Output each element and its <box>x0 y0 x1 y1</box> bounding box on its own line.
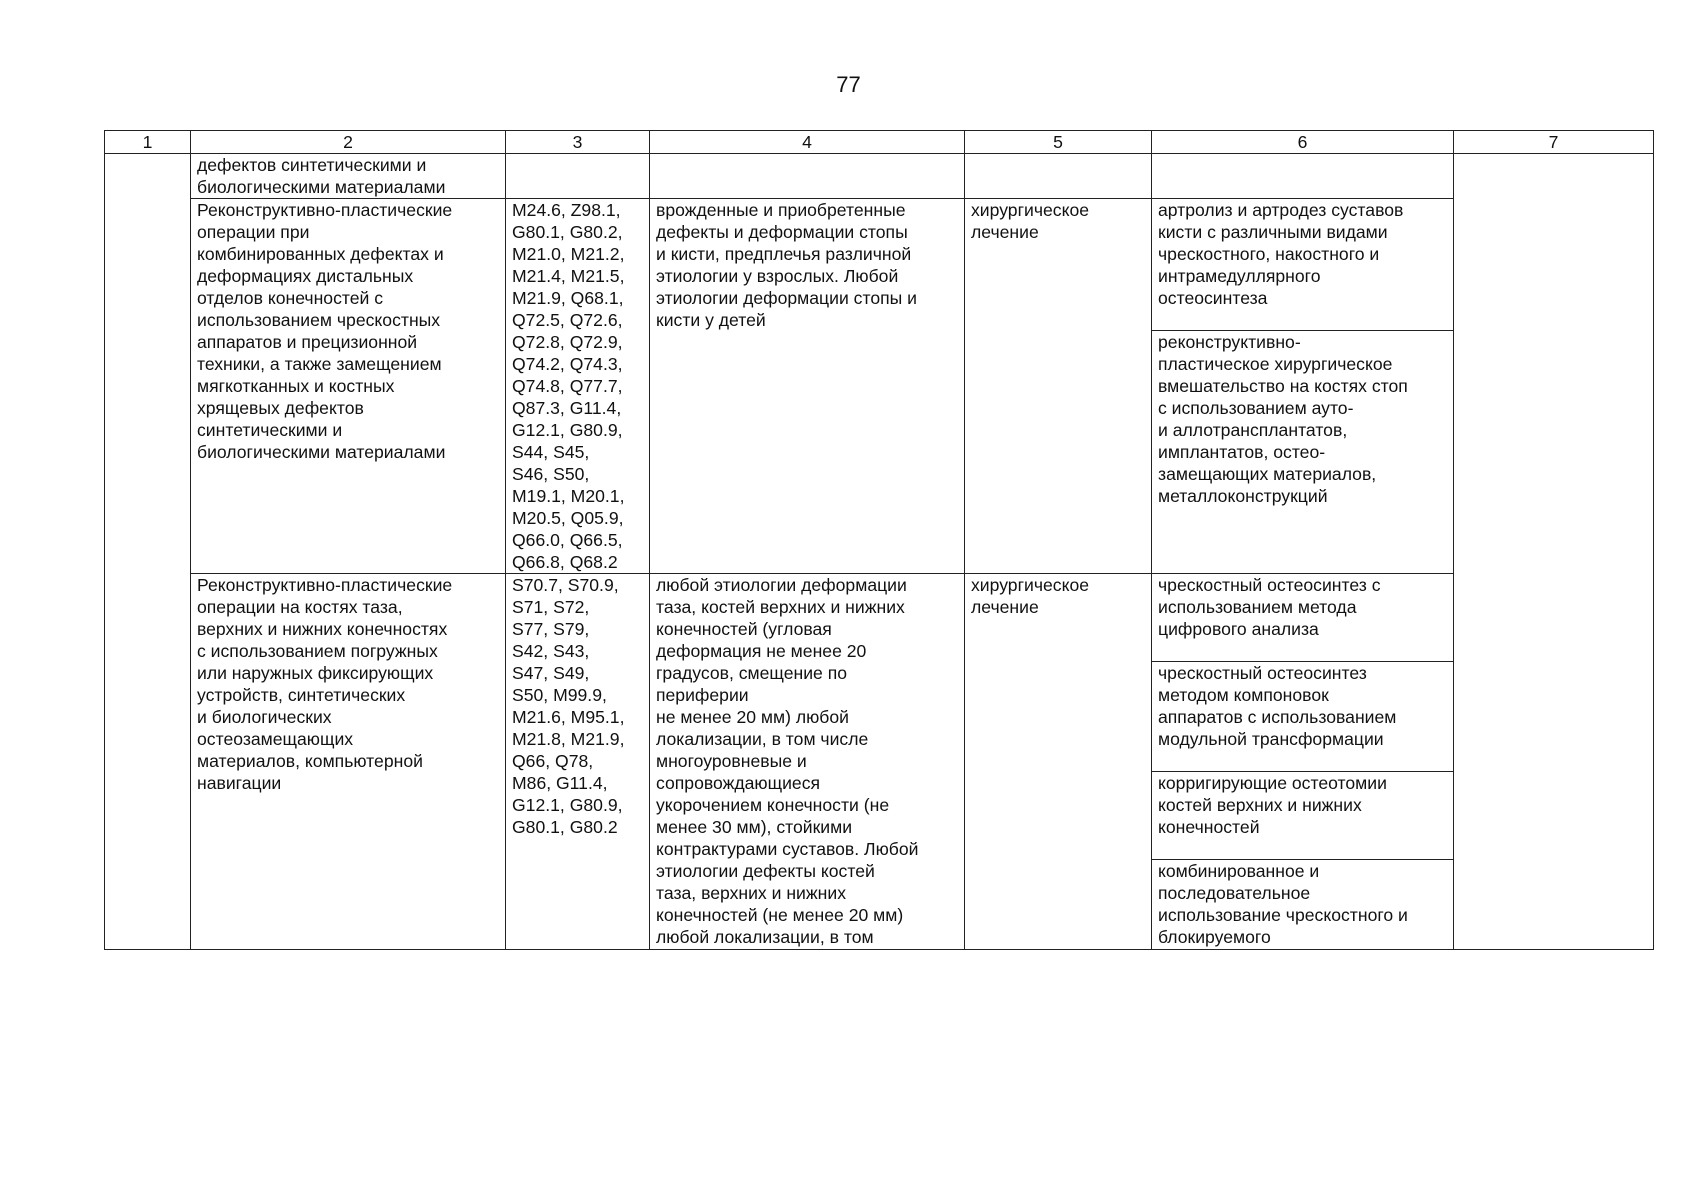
method-cell <box>1152 199 1454 331</box>
group-model-text: врожденные и приобретенные дефекты и деформации стопы и кисти, предплечья различной этиологии у взрослых. Любой этиологии деформации стопы и кисти у детей <box>656 200 918 330</box>
header-col-3: 3 <box>506 131 650 154</box>
group-name-text: Реконструктивно-пластические операции при комбинированных дефектах и деформациях дистальных отделов конечностей с использованием чрескостных аппаратов и прецизионной техники, а также замещением мягкотканных и костных хрящевых дефектов синтетическими и биологическими материалами <box>197 200 453 462</box>
method-text: артролиз и артродез суставов кисти с различными видами чрескостного, накостного и интрамедуллярного остеосинтеза <box>1158 200 1404 308</box>
header-col-5: 5 <box>965 131 1152 154</box>
method-text: чрескостный остеосинтез методом компоновок аппаратов с использованием модульной трансформации <box>1158 663 1397 749</box>
method-text: корригирующие остеотомии костей верхних и нижних конечностей <box>1158 773 1387 837</box>
group-name-cell <box>191 199 506 574</box>
continued-name-cell <box>191 154 506 199</box>
group-model-cell <box>650 199 965 574</box>
group-codes-text: S70.7, S70.9, S71, S72, S77, S79, S42, S43, S47, S49, S50, M99.9, M21.6, M95.1, M21.8, M21.9, Q66, Q78, M86, G11.4, G12.1, G80.9, G80.1, G80.2 <box>512 575 625 837</box>
group-treatment-text: хирургическое лечение <box>971 575 1090 617</box>
group-name-cell <box>191 574 506 950</box>
group-codes-cell <box>506 199 650 574</box>
continued-method-cell <box>1152 154 1454 199</box>
table-row <box>105 199 1654 331</box>
continued-treatment-cell <box>965 154 1152 199</box>
group-codes-cell <box>506 574 650 950</box>
group-treatment-cell <box>965 574 1152 950</box>
col-7-cell <box>1454 154 1654 950</box>
method-cell <box>1152 662 1454 772</box>
method-cell <box>1152 331 1454 574</box>
col-1-cell <box>105 154 191 950</box>
medical-care-table <box>104 130 1654 950</box>
header-col-2: 2 <box>191 131 506 154</box>
header-col-4: 4 <box>650 131 965 154</box>
header-col-1: 1 <box>105 131 191 154</box>
table-row <box>105 574 1654 662</box>
header-col-6: 6 <box>1152 131 1454 154</box>
method-cell <box>1152 860 1454 950</box>
group-treatment-cell <box>965 199 1152 574</box>
method-text: реконструктивно- пластическое хирургическое вмешательство на костях стоп с использованием ауто- и аллотрансплантатов, имплантатов, остео- замещающих материалов, металлоконструкций <box>1158 332 1408 507</box>
method-text: чрескостный остеосинтез с использованием метода цифрового анализа <box>1158 575 1381 639</box>
method-cell <box>1152 772 1454 860</box>
group-treatment-text: хирургическое лечение <box>971 200 1090 242</box>
group-model-cell <box>650 574 965 950</box>
group-name-text: Реконструктивно-пластические операции на костях таза, верхних и нижних конечностях с использованием погружных или наружных фиксирующих устройств, синтетических и биологических остеозамещающих материалов, компьютерной навигации <box>197 575 453 793</box>
header-col-7: 7 <box>1454 131 1654 154</box>
method-cell <box>1152 574 1454 662</box>
continued-codes-cell <box>506 154 650 199</box>
table-row <box>105 154 1654 199</box>
group-codes-text: M24.6, Z98.1, G80.1, G80.2, M21.0, M21.2, M21.4, M21.5, M21.9, Q68.1, Q72.5, Q72.6, Q72.8, Q72.9, Q74.2, Q74.3, Q74.8, Q77.7, Q87.3, G11.4, G12.1, G80.9, S44, S45, S46, S50, M19.1, M20.1, M20.5, Q05.9, Q66.0, Q66.5, Q66.8, Q68.2 <box>512 200 625 572</box>
continued-name-text: дефектов синтетическими и биологическими материалами <box>197 155 446 197</box>
group-model-text: любой этиологии деформации таза, костей верхних и нижних конечностей (угловая деформация не менее 20 градусов, смещение по периферии не менее 20 мм) любой локализации, в том числе многоуровневые и сопровождающиеся укорочением конечности (не менее 30 мм), стойкими контрактурами суставов. Любой этиологии дефекты костей таза, верхних и нижних конечностей (не менее 20 мм) любой локализации, в том <box>656 575 919 947</box>
header-row <box>105 131 1654 154</box>
page-number: 77 <box>836 72 861 97</box>
continued-model-cell <box>650 154 965 199</box>
method-text: комбинированное и последовательное использование чрескостного и блокируемого <box>1158 861 1408 947</box>
